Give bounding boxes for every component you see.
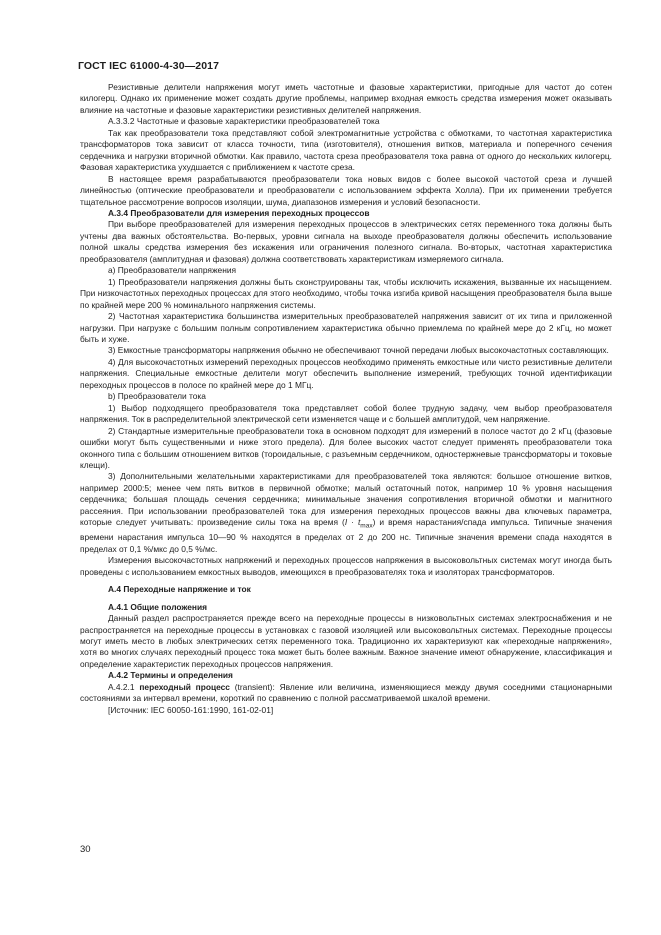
formula: I · t <box>344 517 361 528</box>
definition-term: переходный процесс <box>139 681 230 692</box>
list-item <box>80 471 612 555</box>
formula-subscript: max <box>360 522 373 530</box>
paragraph: Данный раздел распространяется прежде всего на переходные процессы в низковольтных системах электроснабжения и не распространяется на переходные процессы в установках с газовой изоляцией или высоковольтных системах. Переходные процессы могут иметь место в любых электрических сетях переменного тока. Традиционно их характеризуют как «переходные напряжения», хотя во многих случаях переходный процесс тока может быть более важным. Важное значение имеют обнаружение, классификация и определение характеристик переходных процессов напряжения. <box>80 613 612 669</box>
list-item-text: 3) Дополнительными желательными характеристиками для преобразователей тока являются: большое отношение витков, например 2000:5; менее чем пять витков в первичной обмотке; малый остаточный поток, например 10 % уровня насыщения сердечника; большая площадь сечения сердечника; минимальные значения сопротивления вторичной обмотки и магнитного рассеяния. При использовании преобразователей тока для измерения переходных процессов важны два ключевых параметра, которые следует учитывать: произведение силы тока на время ( <box>80 471 612 528</box>
paragraph: Измерения высокочастотных напряжений и переходных процессов напряжения в высоковольтных системах могут иногда быть проведены с использованием емкостных выводов, имеющихся в преобразователях тока и изоляторах трансформаторов. <box>80 555 612 577</box>
list-item: 1) Выбор подходящего преобразователя тока представляет собой более трудную задачу, чем выбор преобразователя напряжения. Ток в распределительной электрической сети изменяется чаще и с большей амплитудой, чем напряжение. <box>80 402 612 425</box>
document-header: ГОСТ IEC 61000-4-30—2017 <box>78 60 220 72</box>
list-item: 1) Преобразователи напряжения должны быть сконструированы так, чтобы исключить искажения, вызванные их насыщением. При низкочастотных переходных процессах для этого необходимо, чтобы точка изгиба кривой насыщения преобразователя была выше по крайней мере 200 % номинального напряжения системы. <box>80 276 612 310</box>
list-item: 2) Частотная характеристика большинства измерительных преобразователей напряжения зависит от их типа и приложенной нагрузки. При нагрузке с большим полным сопротивлением характеристика обычно приемлема по крайней мере до 2 кГц, но может быть и хуже. <box>80 311 612 344</box>
subsection-heading: А.4.1 Общие положения <box>108 601 207 612</box>
definition-number: А.4.2.1 <box>108 681 135 692</box>
definition <box>80 682 612 705</box>
paragraph: При выборе преобразователей для измерения переходных процессов в электрических сетях переменного тока должны быть учтены два важных обстоятельства. Во-первых, уровни сигнала на выходе преобразователя должны обеспечить использование полной шкалы средства измерения без искажения или ограничения полезного сигнала. Во-вторых, частотная характеристика преобразователя (амплитудная и фазовая) должна соответствовать характеристикам измеряемого сигнала. <box>80 219 612 264</box>
paragraph: Так как преобразователи тока представляют собой электромагнитные устройства с обмотками, то частотная характеристика трансформаторов тока зависит от класса точности, типа (изготовителя), отношения витков, материала и поперечного сечения сердечника и нагрузки вторичной обмотки. Как правило, частота среза преобразователя тока равна от одного до нескольких килогерц. Фазовая характеристика ухудшается с приближением к частоте среза. <box>80 127 612 173</box>
section-heading: А.3.4 Преобразователи для измерения переходных процессов <box>108 207 370 218</box>
list-item-heading: b) Преобразователи тока <box>108 391 206 402</box>
list-item: 2) Стандартные измерительные преобразователи тока в основном подходят для измерений в полосе частот до 2 кГц (фазовые ошибки могут быть существенными и ниже этого предела). Для более высоких частот следует применять преобразователи тока оконного типа с большим отношением витков (тороидальные, с разъемным сердечником, одностержневые трансформаторы и токовые клещи). <box>80 425 612 470</box>
list-item: 3) Емкостные трансформаторы напряжения обычно не обеспечивают точной передачи любых высокочастотных составляющих. <box>108 345 609 356</box>
paragraph: В настоящее время разрабатываются преобразователи тока новых видов с более высокой частотой среза и лучшей линейностью (оптические преобразователи и преобразователи с использованием эффекта Холла). При их применении требуется тщательное рассмотрение вопросов изоляции, шума, диапазонов измерения и условий безопасности. <box>80 173 612 207</box>
page-number: 30 <box>80 844 91 855</box>
document-body <box>80 82 612 716</box>
source-citation: [Источник: IEC 60050-161:1990, 161-02-01] <box>108 704 274 715</box>
list-item-heading: a) Преобразователи напряжения <box>108 265 237 276</box>
list-item-text: ) и время нарастания/спада импульса. Типичные значения времени нарастания импульса 10—90 % находятся в пределах от 2 до 200 нс. Типичные значения времени спада находятся в пределах от 0,1 %/мкс до 0,5 %/мс. <box>80 517 612 554</box>
section-heading: А.4 Переходные напряжение и ток <box>108 584 251 595</box>
list-item: 4) Для высокочастотных измерений переходных процессов необходимо применять емкостные или чисто резистивные делители напряжения. Специальные емкостные делители могут обеспечить выполнение измерений, требующих точной идентификации переходных процессов в полосе по крайней мере до 1 МГц. <box>80 356 612 390</box>
paragraph: Резистивные делители напряжения могут иметь частотные и фазовые характеристики, пригодные для частот до сотен килогерц. Однако их применение может создать другие проблемы, например входная емкость средства измерения может оказывать влияние на частотные и фазовые характеристики резистивных делителей напряжения. <box>80 82 612 115</box>
subsection-heading: А.3.3.2 Частотные и фазовые характеристики преобразователей тока <box>108 116 380 127</box>
definition-text: (transient): Явление или величина, изменяющиеся между двумя соседними стационарными состояниями за интервал времени, короткий по сравнению с полной рассматриваемой шкалой времени. <box>80 681 613 704</box>
subsection-heading: А.4.2 Термины и определения <box>108 670 233 681</box>
